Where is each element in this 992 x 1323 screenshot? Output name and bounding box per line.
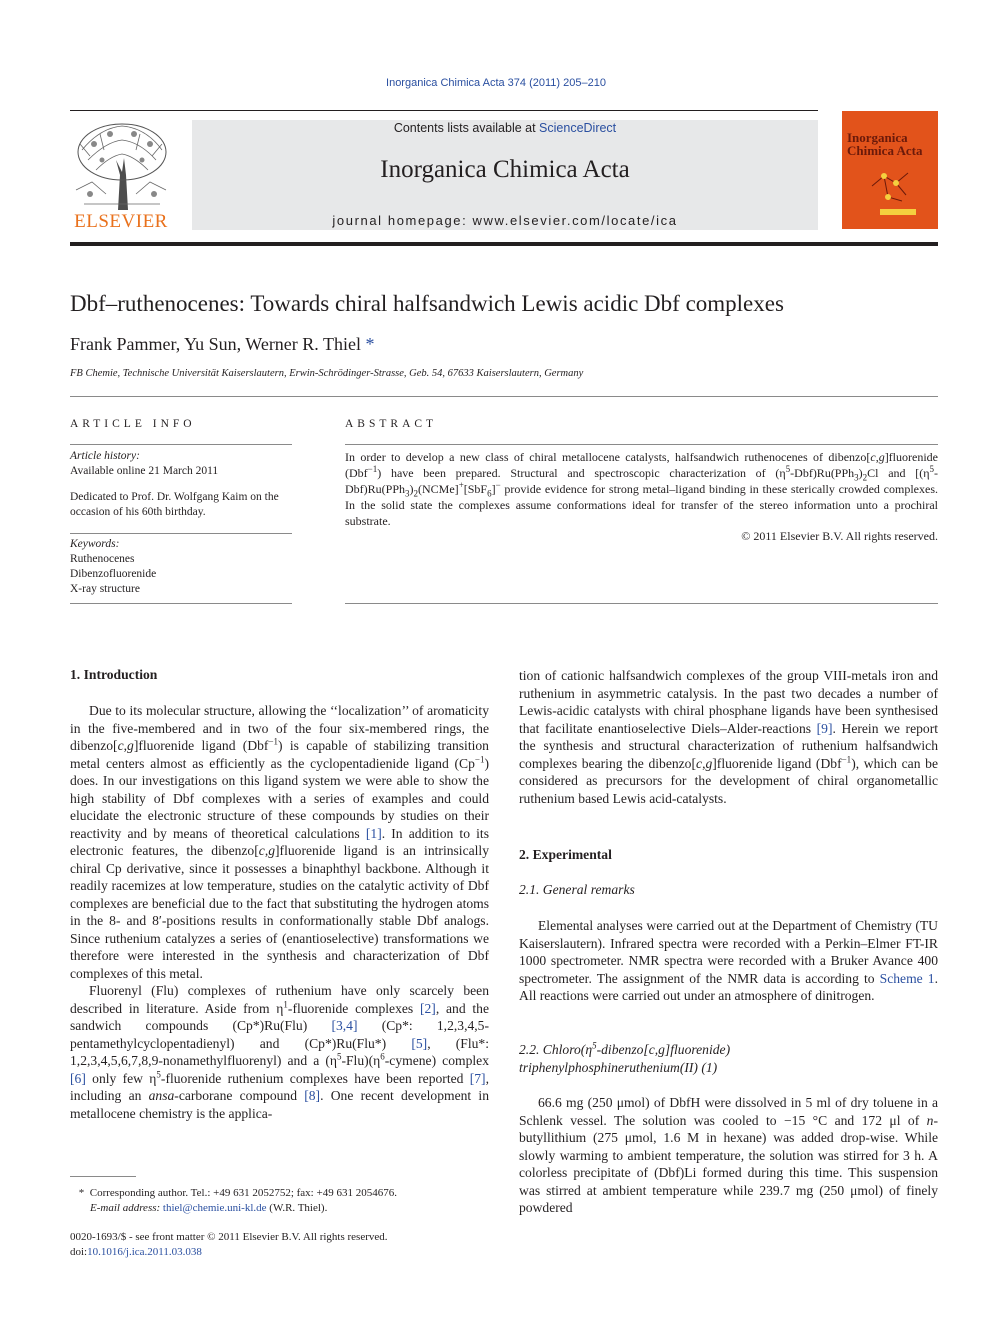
- affiliation: FB Chemie, Technische Universität Kaiserslautern, Erwin-Schrödinger-Strasse, Geb. 54, 67633 Kaiserslautern, Germany: [70, 368, 584, 379]
- front-matter: 0020-1693/$ - see front matter © 2011 Elsevier B.V. All rights reserved. doi:10.1016/j.ica.2011.03.038: [70, 1231, 388, 1258]
- abstract-text: In order to develop a new class of chiral metallocene catalysts, halfsandwich ruthenocenes of dibenzo[c,g]fluorenide (Dbf$^{-1}$) have been prepared. Structural and spectroscopic characterization of $(\eta^5-Dbf)Ru(PPh_3)_2Cl$ and [$(\eta^5-Dbf)Ru(PPh_3)_2(NCMe]^+[SbF_6]^-$ provide evidence for strong metal–ligand binding in these sterically crowded complexes. In the solid state the complexes assume conformations ideal for transfer of the stereo information unto a prochiral substrate.: [345, 450, 939, 528]
- dedication: Dedicated to Prof. Dr. Wolfgang Kaim on the occasion of his 60th birthday.: [70, 491, 279, 518]
- ref-link[interactable]: [7]: [469, 1070, 486, 1086]
- info-rule-3: [70, 603, 292, 604]
- abstract-rule-top: [345, 444, 938, 445]
- header-top-rule: [70, 110, 818, 111]
- general-remarks-body: Elemental analyses were carried out at the Department of Chemistry (TU Kaiserslautern). Infrared spectra were recorded with a Perkin–Elmer FT-IR 1000 spectrometer. NMR spectra were recorded with a Bruker Avance 400 spectrometer. The assignment of the NMR data is according to Scheme 1. All reactions were carried out under an atmosphere of dinitrogen.: [519, 918, 938, 1003]
- section-2-2-body: 66.6 mg (250 μmol) of DbfH were dissolved in 5 ml of dry toluene in a Schlenk vessel. The solution was cooled to −15 °C and 172 μl of n-butyllithium (275 μmol, 1.6 M in hexane) was added drop-wise. While slowly warming to ambient temperature, the solution was stirred for 3 h. A colorless precipitate of (Dbf)Li formed during this time. This suspension was stirred at ambient temperature while 239.7 mg (250 μmol) of finely powdered: [519, 1095, 938, 1215]
- molecule-icon: [862, 161, 922, 211]
- keyword-item: Ruthenocenes: [70, 553, 135, 565]
- abstract-heading: ABSTRACT: [345, 418, 438, 430]
- ref-link[interactable]: [3,4]: [331, 1018, 358, 1033]
- title-divider: [70, 396, 938, 397]
- abstract-rule-bottom: [345, 603, 938, 604]
- ref-link[interactable]: [9]: [816, 720, 833, 736]
- ref-link[interactable]: [5]: [411, 1035, 428, 1051]
- scheme-link[interactable]: Scheme 1: [879, 970, 935, 986]
- info-rule-2: [70, 533, 292, 534]
- article-history: Article history: Available online 21 March 2011: [70, 450, 219, 477]
- journal-citation[interactable]: Inorganica Chimica Acta 374 (2011) 205–210: [386, 77, 606, 89]
- keywords: Keywords: Ruthenocenes Dibenzofluorenide X-ray structure: [70, 537, 292, 597]
- general-remarks-heading: 2.1. General remarks: [519, 882, 635, 897]
- corresponding-author-mark[interactable]: *: [365, 334, 375, 354]
- ref-link[interactable]: [1]: [365, 825, 382, 841]
- article-title: Dbf–ruthenocenes: Towards chiral halfsandwich Lewis acidic Dbf complexes: [70, 291, 784, 316]
- ref-link[interactable]: [2]: [419, 1000, 436, 1016]
- sciencedirect-link[interactable]: ScienceDirect: [539, 121, 617, 135]
- introduction-body: Due to its molecular structure, allowing the ‘‘localization’’ of aromaticity in the five-membered and in two of the four six-membered rings, the dibenzo[c,g]fluorenide ligand (Dbf$^{-1}$) is capable of stabilizing transition metal centers almost as efficiently as the cyclopentadienide ligand $(Cp^{-1})$ does. In our investigations on this ligand system we were able to show the high stability of Dbf complexes with a series of examples and could elucidate the electronic structure of these compounds by studies on their reactivity and by means of theoretical calculations [1]. In addition to its electronic features, the dibenzo[c,g]fluorenide ligand is an intrinsically chiral Cp derivative, since it possesses a binaphthyl backbone. Although it readily racemizes at low temperature, studies on the catalytic activity of Dbf complexes are beneficial due to the fact that substituting the hydrogen atoms in the 8- and 8′-positions results in conformationally stable Dbf analogs. Since ruthenium catalyzes a series of (enantioselective) transformations we therefore were interested in the synthesis and characterization of Dbf complexes of this metal. Fluorenyl (Flu) complexes of ruthenium have only scarcely been described in literature. Aside from $\eta^1$-fluorenide complexes [2], and the sandwich compounds (Cp*)Ru(Flu) [3,4] (Cp*: 1,2,3,4,5-pentamethylcyclopentadienyl) and (Cp*)Ru(Flu*) [5], (Flu*: 1,2,3,4,5,6,7,8,9-nonamethylfluorenyl) and a $(\eta^5-Flu)(\eta^6-cymene)$ complex [6] only few $\eta^5$-fluorenide ruthenium complexes have been reported [7], including an ansa-carborane compound [8]. One recent development in metallocene chemistry is the applica-: [70, 703, 490, 1121]
- experimental-heading: 2. Experimental: [519, 847, 612, 862]
- footnote-rule: [70, 1176, 136, 1177]
- article-info-heading: ARTICLE INFO: [70, 418, 196, 430]
- elsevier-wordmark: ELSEVIER: [74, 211, 168, 232]
- journal-title: Inorganica Chimica Acta: [380, 156, 630, 183]
- ref-link[interactable]: [8]: [304, 1088, 321, 1103]
- introduction-heading: 1. Introduction: [70, 667, 158, 682]
- email-link[interactable]: thiel@chemie.uni-kl.de: [162, 1202, 267, 1214]
- doi-link[interactable]: 10.1016/j.ica.2011.03.038: [87, 1246, 202, 1258]
- contents-line: Contents lists available at ScienceDirect: [393, 121, 617, 135]
- elsevier-tree-icon: [70, 120, 172, 212]
- info-rule-1: [70, 444, 292, 445]
- cover-publisher-mark: [880, 209, 916, 215]
- author-list: Frank Pammer, Yu Sun, Werner R. Thiel *: [70, 334, 375, 354]
- journal-cover[interactable]: [842, 111, 938, 229]
- elsevier-logo[interactable]: [70, 120, 172, 232]
- corresponding-author-footnote: * Corresponding author. Tel.: +49 631 2052752; fax: +49 631 2054676. E-mail address: thiel@chemie.uni-kl.de (W.R. Thiel).: [76, 1187, 397, 1214]
- copyright: © 2011 Elsevier B.V. All rights reserved.: [741, 529, 938, 543]
- keyword-item: Dibenzofluorenide: [70, 568, 157, 580]
- journal-homepage[interactable]: journal homepage: www.elsevier.com/locate/ica: [332, 213, 678, 228]
- cover-title: Inorganica Chimica Acta: [847, 130, 923, 158]
- header-bottom-rule: [70, 242, 938, 246]
- introduction-continued: tion of cationic halfsandwich complexes of the group VIII-metals iron and ruthenium in asymmetric catalysis. In the past two decades a number of Lewis-acidic catalysts with chiral phosphane ligands have been synthesised that facilitate enantioselective Diels–Alder-reactions [9]. Herein we report the synthesis and structural characterization of ruthenium halfsandwich complexes bearing the dibenzo[c,g]fluorenide ligand (Dbf$^{-1}$), which can be considered as precursors for the development of chiral organometallic ruthenium based Lewis acid-catalysts.: [519, 668, 938, 806]
- section-2-2-heading: 2.2. $Chloro(\eta^5-dibenzo[c,g]fluorenide)$ triphenylphosphineruthenium(II) (1): [519, 1040, 731, 1075]
- keyword-item: X-ray structure: [70, 583, 140, 595]
- ref-link[interactable]: [6]: [70, 1070, 86, 1086]
